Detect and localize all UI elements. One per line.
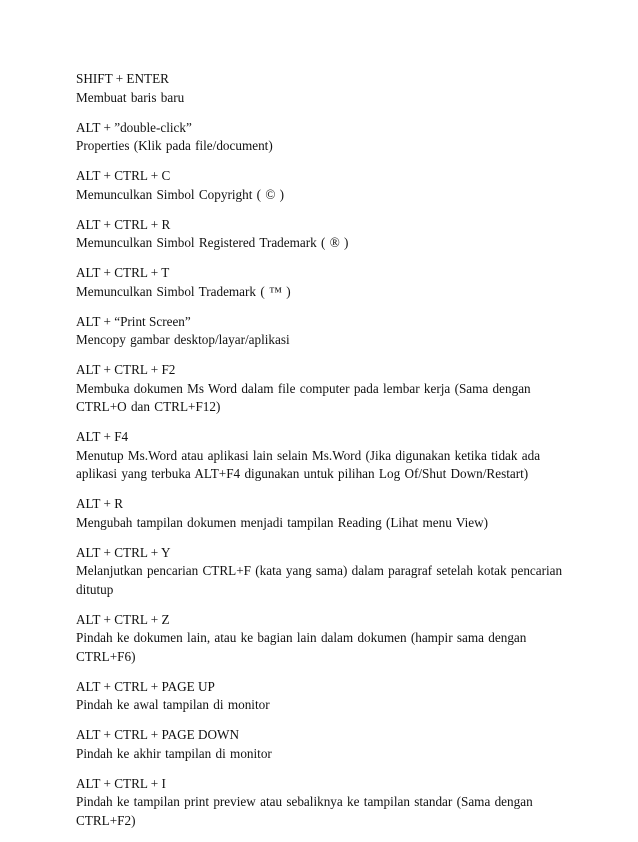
document-page [76, 70, 576, 842]
shortcut-key: ALT + CTRL + Z [76, 611, 170, 627]
shortcut-entry [76, 264, 576, 301]
shortcut-key: ALT + F4 [76, 429, 129, 444]
shortcut-entry [76, 495, 576, 532]
shortcut-key: ALT + R [76, 496, 124, 511]
shortcut-key: ALT + ”double-click” [76, 119, 192, 135]
shortcut-entry [76, 361, 576, 417]
shortcut-key: ALT + CTRL + T [76, 265, 170, 280]
shortcut-description: Menutup Ms.Word atau aplikasi lain selain Ms.Word (Jika digunakan ketika tidak ada aplikasi yang terbuka ALT+F4 digunakan untuk pilihan Log Of/Shut Down/Restart) [76, 447, 541, 481]
shortcut-key: ALT + CTRL + R [76, 216, 171, 232]
shortcut-key: ALT + CTRL + C [76, 168, 171, 183]
shortcut-key: ALT + CTRL + Y [76, 544, 171, 560]
shortcut-entry [76, 313, 576, 350]
shortcut-entry [76, 678, 576, 715]
shortcut-description: Pindah ke tampilan print preview atau sebaliknya ke tampilan standar (Sama dengan CTRL+F2) [76, 794, 533, 828]
shortcut-description: Memunculkan Simbol Trademark ( ™ ) [76, 283, 291, 299]
shortcut-key: ALT + CTRL + PAGE DOWN [76, 727, 239, 742]
shortcut-key: ALT + “Print Screen” [76, 313, 191, 329]
shortcut-description: Properties (Klik pada file/document) [76, 138, 273, 153]
shortcut-description: Membuat baris baru [76, 89, 185, 105]
shortcut-key: SHIFT + ENTER [76, 71, 169, 86]
shortcut-entry [76, 119, 576, 156]
shortcut-description: Pindah ke akhir tampilan di monitor [76, 745, 272, 761]
shortcut-description: Mengubah tampilan dokumen menjadi tampilan Reading (Lihat menu View) [76, 514, 489, 530]
shortcut-entry [76, 167, 576, 204]
shortcut-entry [76, 428, 576, 484]
shortcut-entry [76, 775, 576, 831]
shortcut-description: Mencopy gambar desktop/layar/aplikasi [76, 332, 290, 347]
shortcut-description: Membuka dokumen Ms Word dalam file computer pada lembar kerja (Sama dengan CTRL+O dan CTRL+F12) [76, 380, 531, 414]
shortcut-entry [76, 611, 576, 667]
shortcut-key: ALT + CTRL + I [76, 775, 166, 791]
shortcut-description: Memunculkan Simbol Copyright ( © ) [76, 186, 285, 202]
shortcut-description: Pindah ke dokumen lain, atau ke bagian lain dalam dokumen (hampir sama dengan CTRL+F6) [76, 630, 527, 664]
shortcut-description: Memunculkan Simbol Registered Trademark ( ® ) [76, 235, 349, 250]
shortcut-entry [76, 216, 576, 253]
shortcut-key: ALT + CTRL + F2 [76, 362, 176, 377]
shortcut-entry [76, 70, 576, 107]
shortcut-description: Pindah ke awal tampilan di monitor [76, 697, 270, 712]
shortcut-key: ALT + CTRL + PAGE UP [76, 678, 215, 694]
shortcut-entry [76, 544, 576, 600]
shortcut-entry [76, 726, 576, 763]
shortcut-description: Melanjutkan pencarian CTRL+F (kata yang sama) dalam paragraf setelah kotak pencarian ditutup [76, 563, 563, 597]
